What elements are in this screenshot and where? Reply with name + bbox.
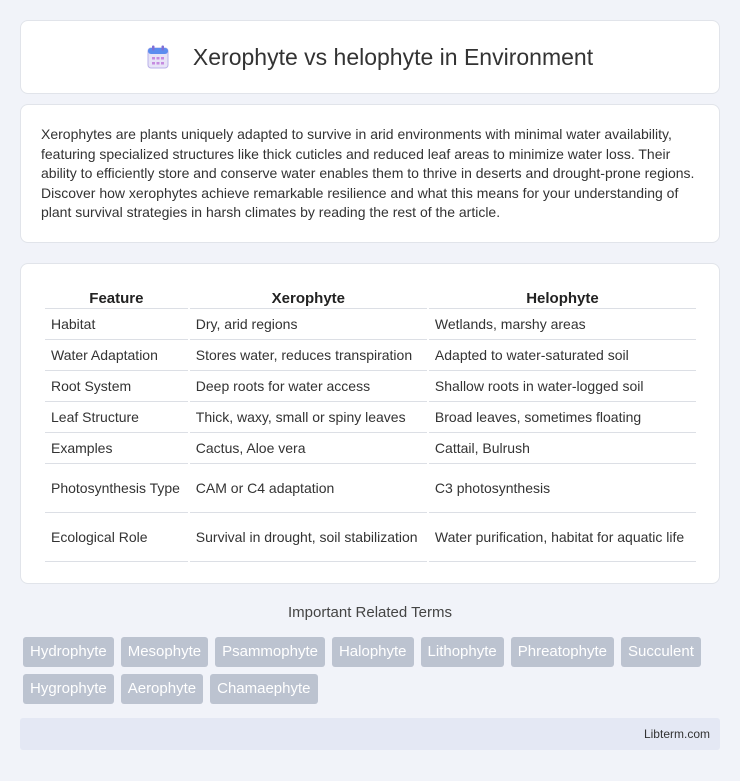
column-header-helophyte: Helophyte (429, 284, 696, 309)
table-cell: Adapted to water-saturated soil (429, 340, 696, 371)
table-cell: Wetlands, marshy areas (429, 309, 696, 340)
tag-halophyte[interactable]: Halophyte (332, 637, 414, 667)
table-cell: Cactus, Aloe vera (190, 433, 427, 464)
table-row (45, 433, 696, 464)
footer (20, 718, 720, 750)
comparison-table (43, 284, 698, 562)
intro-paragraph: Xerophytes are plants uniquely adapted to survive in arid environments with minimal water availability, featuring specialized structures like thick cuticles and reduced leaf areas to minimize water loss. Their ability to efficiently store and conserve water enables them to thrive in deserts and drought-prone regions. Discover how xerophytes achieve remarkable resilience and what this means for your understanding of plant survival strategies in harsh climates by reading the rest of the article. (41, 126, 695, 221)
tag-hydrophyte[interactable]: Hydrophyte (23, 637, 114, 667)
page-title: Xerophyte vs helophyte in Environment (192, 43, 594, 70)
tag-chamaephyte[interactable]: Chamaephyte (210, 674, 317, 704)
tag-lithophyte[interactable]: Lithophyte (421, 637, 504, 667)
tag-aerophyte[interactable]: Aerophyte (121, 674, 203, 704)
table-row (45, 513, 696, 562)
table-cell: Water purification, habitat for aquatic life (429, 513, 696, 562)
calendar-icon (147, 45, 169, 69)
title-card (20, 20, 720, 94)
intro-card (20, 104, 720, 243)
table-cell: Survival in drought, soil stabilization (190, 513, 427, 562)
table-cell: Stores water, reduces transpiration (190, 340, 427, 371)
table-row (45, 371, 696, 402)
tag-hygrophyte[interactable]: Hygrophyte (23, 674, 114, 704)
table-cell: Broad leaves, sometimes floating (429, 402, 696, 433)
tag-psammophyte[interactable]: Psammophyte (215, 637, 325, 667)
table-row (45, 340, 696, 371)
table-row (45, 402, 696, 433)
table-cell: Cattail, Bulrush (429, 433, 696, 464)
footer-site-link[interactable]: Libterm.com (643, 727, 710, 741)
table-cell: Examples (45, 433, 188, 464)
related-terms-list (23, 637, 723, 704)
table-row (45, 309, 696, 340)
table-cell: Root System (45, 371, 188, 402)
table-cell: Dry, arid regions (190, 309, 427, 340)
tag-phreatophyte[interactable]: Phreatophyte (511, 637, 614, 667)
tag-mesophyte[interactable]: Mesophyte (121, 637, 208, 667)
table-cell: C3 photosynthesis (429, 464, 696, 513)
table-cell: CAM or C4 adaptation (190, 464, 427, 513)
related-terms-heading: Important Related Terms (288, 604, 452, 621)
table-cell: Deep roots for water access (190, 371, 427, 402)
table-cell: Leaf Structure (45, 402, 188, 433)
column-header-feature: Feature (45, 284, 188, 309)
table-cell: Water Adaptation (45, 340, 188, 371)
column-header-xerophyte: Xerophyte (190, 284, 427, 309)
table-cell: Thick, waxy, small or spiny leaves (190, 402, 427, 433)
table-cell: Habitat (45, 309, 188, 340)
comparison-table-card (20, 263, 720, 584)
table-cell: Shallow roots in water-logged soil (429, 371, 696, 402)
tag-succulent[interactable]: Succulent (621, 637, 701, 667)
table-header-row (45, 284, 696, 309)
table-row (45, 464, 696, 513)
table-cell: Photosynthesis Type (45, 464, 188, 513)
table-cell: Ecological Role (45, 513, 188, 562)
